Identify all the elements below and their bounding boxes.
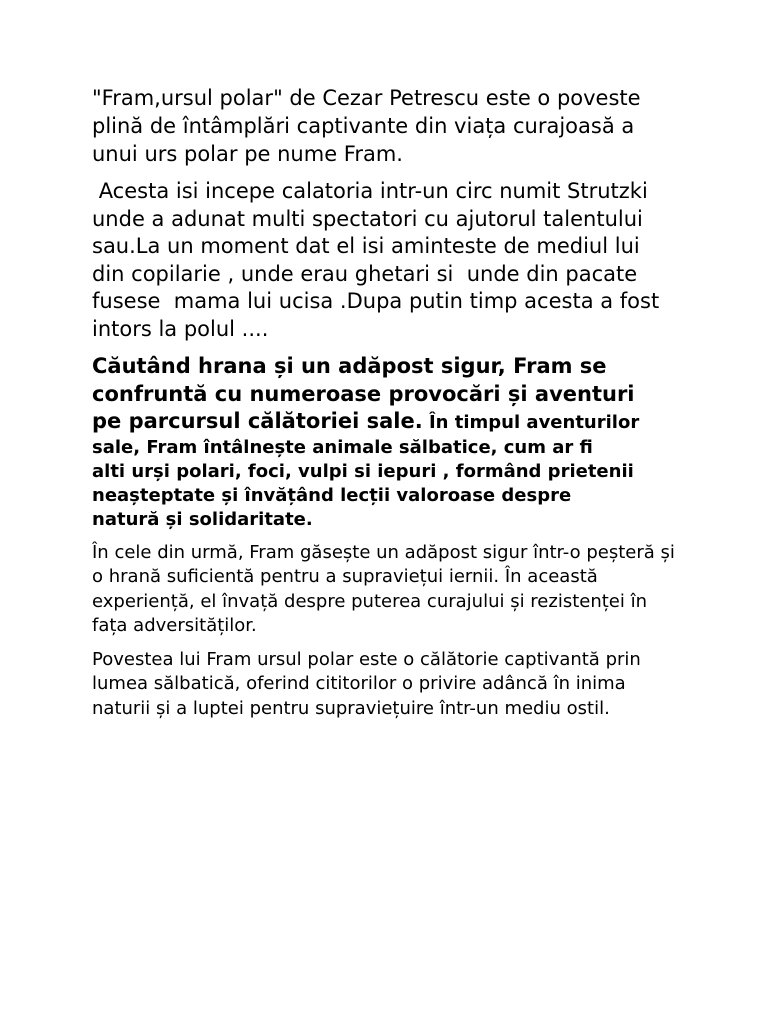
paragraph-conclusion: Povestea lui Fram ursul polar este o călătorie captivantă prin lumea sălbatică, oferind cititorilor o privire adâncă în inima naturii și a luptei pentru supraviețuire într-un mediu ostil. bbox=[92, 648, 641, 719]
paragraph-shelter: În cele din urmă, Fram găsește un adăpost sigur într-o peșteră și o hrană suficientă pentru a supraviețui iernii. În această experiență, el învață despre puterea curajului și rezistenței în fața adversităților. bbox=[92, 541, 675, 636]
adventures-line-6: neașteptate și învățând lecții valoroase despre bbox=[92, 484, 572, 506]
adventures-line-3-small: În timpul aventurilor bbox=[422, 412, 640, 433]
adventures-line-3-big: pe parcursul călătoriei sale. bbox=[92, 409, 423, 433]
adventures-line-1: Căutând hrana și un adăpost sigur, Fram se bbox=[92, 354, 607, 378]
adventures-line-5: alti urși polari, foci, vulpi si iepuri , formând prietenii bbox=[92, 460, 634, 482]
adventures-line-7: natură și solidaritate. bbox=[92, 508, 313, 530]
paragraph-adventures bbox=[92, 353, 682, 532]
adventures-line-4: sale, Fram întâlnește animale sălbatice, cum ar fi bbox=[92, 436, 593, 458]
paragraph-intro: "Fram,ursul polar" de Cezar Petrescu este o poveste plină de întâmplări captivante din viața curajoasă a unui urs polar pe nume Fram. bbox=[92, 86, 641, 166]
paragraph-journey: Acesta isi incepe calatoria intr-un circ numit Strutzki unde a adunat multi spectatori cu ajutorul talentului sau.La un moment dat el isi aminteste de mediul lui din copilarie , unde erau ghetari si unde din pacate fusese mama lui ucisa .Dupa putin timp acesta a fost intors la polul .... bbox=[92, 179, 666, 341]
document-page bbox=[92, 84, 692, 721]
adventures-line-2: confruntă cu numeroase provocări și aventuri bbox=[92, 381, 635, 406]
adventures-line-3 bbox=[92, 408, 682, 436]
